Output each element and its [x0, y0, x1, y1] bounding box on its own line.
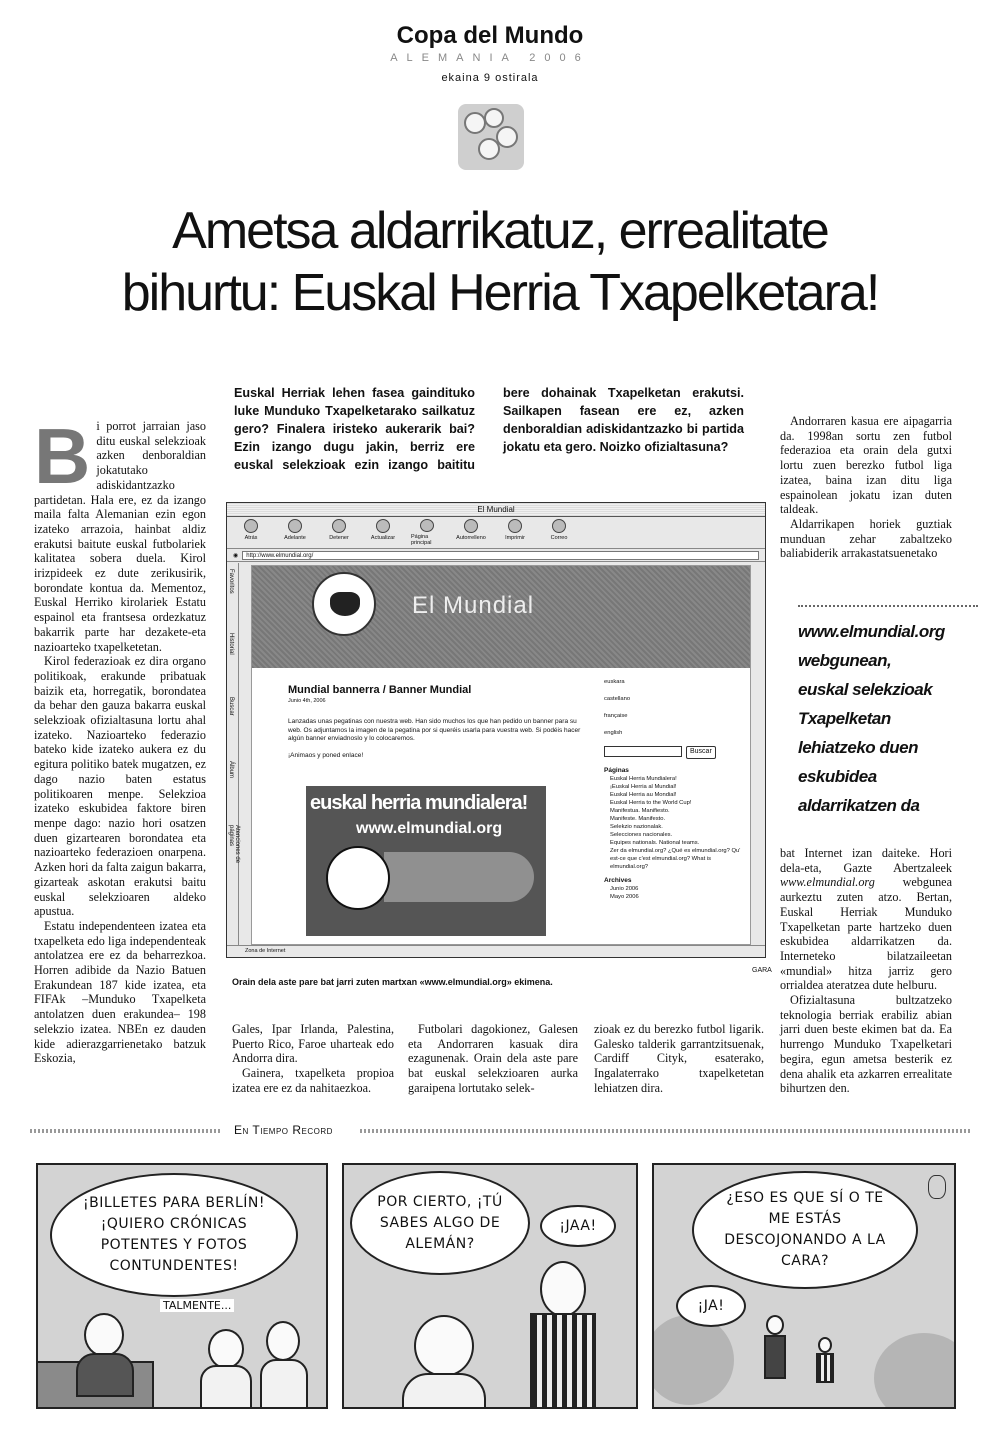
- comic-panel-1: [36, 1163, 328, 1409]
- address-bar: [227, 549, 765, 562]
- left-column: [34, 412, 206, 1099]
- football-logo-icon: [312, 572, 376, 636]
- forward-icon: [288, 519, 302, 533]
- stop-button[interactable]: Detener: [323, 519, 355, 546]
- url-field[interactable]: http://www.elmundial.org/: [242, 551, 759, 560]
- print-icon: [508, 519, 522, 533]
- photo-caption: Orain dela aste pare bat jarri zuten martxan «www.elmundial.org» ekimena.: [232, 977, 553, 987]
- editor-head: [766, 1315, 784, 1335]
- site-search: [604, 746, 744, 759]
- reply-bubble: ¡JA!: [676, 1285, 746, 1327]
- motion-trail: [384, 852, 534, 902]
- photographer-head: [540, 1261, 586, 1317]
- globe-icon: ◉: [233, 552, 239, 559]
- browser-side-tabs: [227, 563, 239, 945]
- refresh-icon: [376, 519, 390, 533]
- browser-title-bar: El Mundial: [227, 503, 765, 517]
- right-column-bottom: [780, 846, 952, 1096]
- site-search-input[interactable]: [604, 746, 682, 757]
- post-cheer: ¡Animaos y poned enlace!: [288, 751, 364, 759]
- page-link[interactable]: Selecciones nacionales.: [610, 832, 673, 838]
- football-icon: [326, 846, 390, 910]
- tree: [874, 1333, 956, 1409]
- page-link[interactable]: Manifestua. Manifiesto.: [610, 808, 670, 814]
- site-sidebar: [604, 678, 744, 901]
- sticker-image: [306, 786, 546, 936]
- world-cup-logo: [458, 104, 524, 170]
- editor-body: [76, 1353, 134, 1397]
- headline-line-1: Ametsa aldarrikatuz, errealitate: [172, 202, 828, 260]
- left-paragraph-1: Bi porrot jarraian jaso ditu euskal selekzioak azken denboraldian jokatutako adiskidantzazko partidetan. Hala ere, ez da izango maila falta Alemanian ezin egon izateko arrazoia, hainbat aldiz erakutsi baitute euskal futbolariek kalitatea sobera duela. Kirol irizpideek ez dute zerikusirik, borondate kontua da. Mementoz, Euskal Herriko kirolariek Estatu espainol eta frantsesa ordezkatuz bakarrik parte har dezakete-eta nazioarteko txapelketetan.: [34, 412, 206, 654]
- post-date: Junio 4th, 2006: [288, 698, 326, 704]
- section-title: Copa del Mundo: [396, 22, 584, 49]
- side-tab-page-holder[interactable]: Atenciones de páginas: [228, 825, 240, 864]
- photo-credit: GARA: [752, 967, 772, 974]
- side-tab-history[interactable]: Historial: [228, 633, 234, 655]
- editor-body: [402, 1373, 486, 1409]
- comic-title: En Tiempo Record: [234, 1123, 333, 1137]
- photographer-body: [816, 1353, 834, 1383]
- page-link[interactable]: Manifeste. Manifesto.: [610, 816, 666, 822]
- left-paragraph-3: Estatu independenteen izatea eta txapelketa edo liga independenteak antolatzea ere ez da beharrezkoa. Horren adibide da Nazio Batuen Erakundean 187 kide izatea, eta FIFAk –Munduko Txapelketa antolatzen duen erakundea– 198 selekzio izatea. NBEn ez dauden kide adierazgarrienetako batzuk Eskozia,: [34, 918, 206, 1066]
- archives-heading: Archives: [604, 877, 632, 884]
- page-link[interactable]: Selekzio nazionalak.: [610, 824, 663, 830]
- back-icon: [244, 519, 258, 533]
- web-page: [251, 565, 751, 945]
- intro-deck: Euskal Herriak lehen fasea gaindituko luke Munduko Txapelketarako sailkatuz gero? Finalera iristeko aukerarik bai? Ezin izango dugu jakin, berriz ere euskal selekzioak ezin izango baititu bere dohainak Txapelketan erakutsi. Sailkapen fasean ere ez, azken denboraldian adiskidantzazko bi partida jokatu eta gero. Noizko ofizialtasuna?: [234, 386, 744, 472]
- comic-header: [30, 1124, 970, 1138]
- home-button[interactable]: Página principal: [411, 519, 443, 546]
- reply-bubble: ¡JAA!: [540, 1205, 616, 1247]
- site-url: www.elmundial.org: [780, 875, 875, 890]
- dotted-rule: [30, 1129, 220, 1133]
- right-column-top: [780, 414, 952, 561]
- headline: [40, 200, 960, 324]
- photographer-head: [818, 1337, 832, 1353]
- browser-status-bar: Zona de Internet: [227, 945, 765, 957]
- post-title[interactable]: Mundial bannerra / Banner Mundial: [288, 684, 472, 696]
- archive-link[interactable]: Mayo 2006: [610, 894, 639, 900]
- bottom-column-2: Futbolari dagokionez, Galesen eta Andorraren kasuak dira ezagunenak. Orain dela aste pare bat euskal selekzioaren aurka garaipena lortutako selek-: [408, 1022, 578, 1095]
- browser-toolbar: [227, 517, 765, 549]
- headline-line-2: bihurtu: Euskal Herria Txapelketara!: [121, 264, 879, 322]
- blog-post: [288, 684, 588, 760]
- side-tab-album[interactable]: Álbum: [228, 761, 234, 779]
- reporter-head: [208, 1329, 244, 1369]
- site-search-button[interactable]: Buscar: [686, 746, 716, 759]
- photographer-body: [260, 1359, 308, 1409]
- page-link[interactable]: Euskal Herria au Mondial!: [610, 792, 677, 798]
- site-content: [252, 676, 751, 945]
- drop-cap: B: [34, 412, 91, 500]
- autofill-icon: [464, 519, 478, 533]
- site-name: El Mundial: [412, 592, 535, 619]
- home-icon: [420, 519, 434, 532]
- lang-castellano[interactable]: castellano: [604, 696, 631, 702]
- side-tab-favorites[interactable]: Favoritos: [228, 569, 234, 594]
- stop-icon: [332, 519, 346, 533]
- sticker-url: www.elmundial.org: [356, 820, 503, 837]
- left-paragraph-2: Kirol federazioak ez dira organo politikoak, erakunde pribatuak baizik eta, horregatik, borondatea da behar den gauza bakarra euskal selekzioak ofizialtasuna lortu ahal izateko. Nazioarteko federazio bateko kide izateko aukera ez du egitura politiko batek mugatzen, ez dago nazio baten estatus politikoaren menpe. Selekzioa izateko eskubidea faktore biren menpe dago: nazio hori osatzen duen gizartearen borondatea eta nazioarteko federazioen onarpena. Azken hori da falta zaigun bakarra, gizarteak askotan erakutsi baitu euskal selekzioaren aldeko apustua.: [34, 654, 206, 919]
- dotted-rule: [360, 1129, 970, 1133]
- page-link[interactable]: Zer da elmundial.org? ¿Qué es elmundial.org? Qu' est-ce que c'est elmundial.org? What is elmundial.org?: [610, 848, 741, 870]
- page-link[interactable]: ¡Euskal Herria al Mundial!: [610, 784, 677, 790]
- editor-head: [414, 1315, 474, 1377]
- editor-body: [764, 1335, 786, 1379]
- comic-panel-2: [342, 1163, 638, 1409]
- tree: [652, 1315, 734, 1405]
- side-tab-search[interactable]: Buscar: [228, 697, 234, 716]
- photographer-body: [530, 1313, 596, 1409]
- reporter-body: [200, 1365, 252, 1409]
- sticker-text: euskal herria mundialera!: [310, 792, 528, 814]
- right-paragraph-1: Andorraren kasua ere aipagarria da. 1998an sortu zen futbol federazioa eta orain dela gutxi lortu zuen berezko futbol liga izatea, baina izan ditu liga espainolean jokatu izan duten taldeak.: [780, 414, 952, 517]
- editor-head: [84, 1313, 124, 1357]
- post-text: Lanzadas unas pegatinas con nuestra web. Han sido muchos los que han pedido un banner para su web. Os adjuntamos la imagen de la pegatina por si queréis usarla para vuestra web. Si podéis hacer algún banner enviadnoslo y lo colocaremos.: [288, 718, 581, 742]
- mail-button[interactable]: Correo: [543, 519, 575, 546]
- back-button[interactable]: Atrás: [235, 519, 267, 546]
- cartoonist-signature: [928, 1175, 946, 1199]
- forward-button[interactable]: Adelante: [279, 519, 311, 546]
- page-link[interactable]: Euskal Herria Mundialera!: [610, 776, 677, 782]
- archive-link[interactable]: Junio 2006: [610, 886, 639, 892]
- lang-english[interactable]: english: [604, 730, 623, 736]
- bottom-column-3: zioak ez du berezko futbol ligarik. Galesko talderik garrantzitsuenak, Cardiff Cityk, esaterako, Ingalaterrako txapelketetan lehiatzen dira.: [594, 1022, 764, 1095]
- speech-bubble: ¿ESO ES QUE SÍ O TE ME ESTÁS DESCOJONANDO A LA CARA?: [692, 1171, 918, 1289]
- site-banner: [252, 566, 750, 668]
- browser-screenshot: [226, 502, 766, 958]
- right-paragraph-4: Ofizialtasuna bultzatzeko teknologia berriak erabiliz abian jarri duen beste ekimen bat da. Ea hurrengo Munduko Txapelketari begira, egun ametsa besterik ez dena ahalik eta azkarren errealitate bihurtzen den.: [780, 993, 952, 1096]
- bottom-column-1: Gales, Ipar Irlanda, Palestina, Puerto Rico, Faroe uharteak edo Andorra dira. Gainera, txapelketa propioa izatea ere ez da nahitaezkoa.: [232, 1022, 394, 1095]
- page-link[interactable]: Euskal Herria to the World Cup!: [610, 800, 692, 806]
- pages-heading: Páginas: [604, 767, 629, 774]
- page-link[interactable]: Equipes nationals. National teams.: [610, 840, 700, 846]
- masthead: [360, 22, 620, 84]
- comic-panel-3: [652, 1163, 956, 1409]
- lang-euskara[interactable]: euskara: [604, 679, 625, 685]
- lang-francaise[interactable]: française: [604, 713, 628, 719]
- small-caption: TALMENTE...: [160, 1299, 234, 1312]
- speech-bubble: ¡BILLETES PARA BERLÍN!¡QUIERO CRÓNICAS POTENTES Y FOTOS CONTUNDENTES!: [50, 1173, 298, 1297]
- autofill-button[interactable]: Autorrelleno: [455, 519, 487, 546]
- section-subtitle: ALEMANIA 2006: [390, 52, 590, 64]
- issue-date: ekaina 9 ostirala: [441, 72, 539, 84]
- speech-bubble: POR CIERTO, ¡TÚ SABES ALGO DE ALEMÁN?: [350, 1171, 530, 1275]
- photographer-head: [266, 1321, 300, 1361]
- right-paragraph-3: bat Internet izan daiteke. Hori dela-eta, Gazte Abertzaleek www.elmundial.org webgunea aurkeztu zuten atzo. Bertan, Euskal Herriak Munduko Txapelketan parte hartzeko duen eskubidea aldarrikatzen da. Interneteko bilatzaileetan «mundial» hitza jarriz gero orrialdea ateratzea dute helburu.: [780, 846, 952, 993]
- pull-quote: www.elmundial.org webgunean, euskal selekzioak Txapelketan lehiatzeko duen eskubidea aldarrikatzen da: [798, 605, 978, 820]
- print-button[interactable]: Imprimir: [499, 519, 531, 546]
- mail-icon: [552, 519, 566, 533]
- right-paragraph-2: Aldarrikapen horiek guztiak munduan zehar zabaltzeko baliabiderik arrakastatsuenetako: [780, 516, 952, 561]
- refresh-button[interactable]: Actualizar: [367, 519, 399, 546]
